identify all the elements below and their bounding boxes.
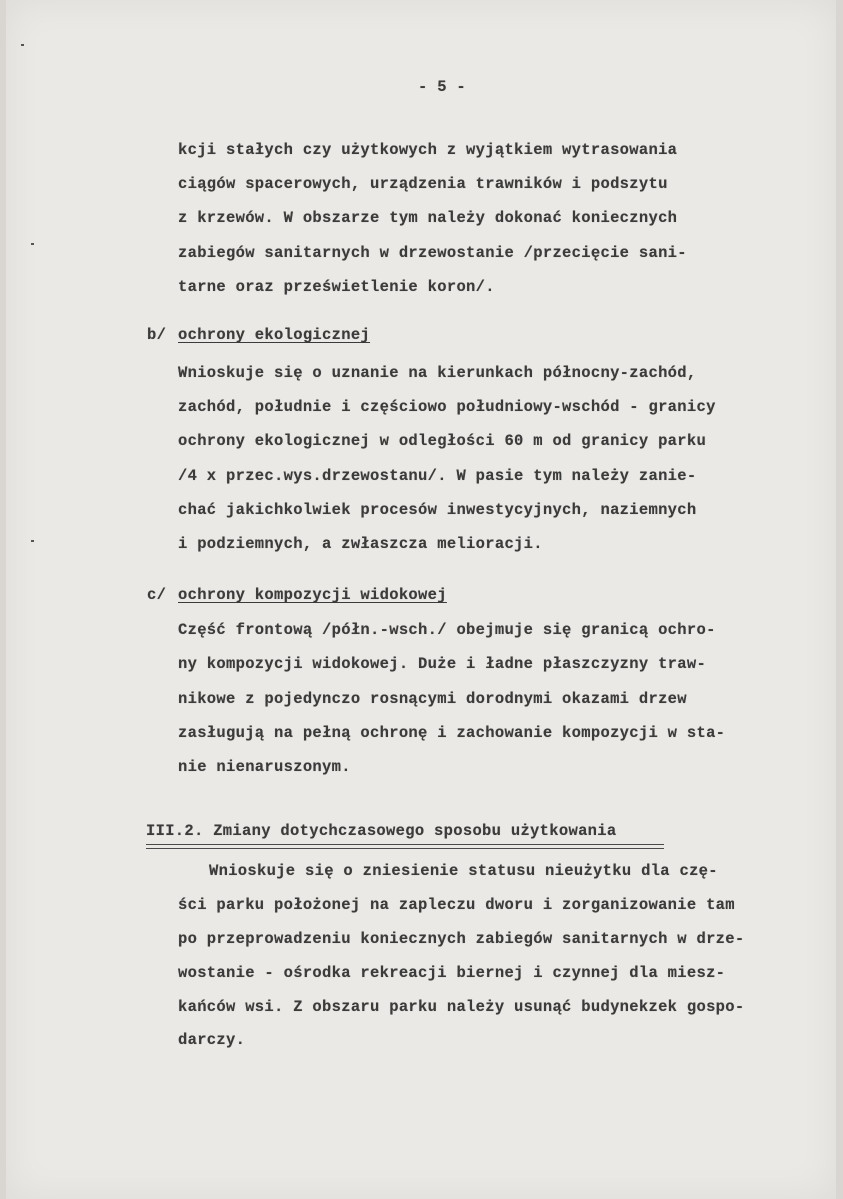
text-line: /4 x przec.wys.drzewostanu/. W pasie tym należy zanie- — [178, 467, 697, 485]
text-line: Wnioskuje się o uznanie na kierunkach północny-zachód, — [178, 364, 697, 382]
section-heading: ochrony ekologicznej — [178, 326, 371, 344]
text-line: ochrony ekologicznej w odległości 60 m od granicy parku — [178, 432, 707, 450]
text-line: wostanie - ośrodka rekreacji biernej i czynnej dla miesz- — [178, 964, 726, 982]
page-number: - 5 - — [418, 78, 467, 96]
text-line: kańców wsi. Z obszaru parku należy usunąć budynekzek gospo- — [178, 998, 745, 1016]
text-line: i podziemnych, a zwłaszcza melioracji. — [178, 535, 543, 553]
section-heading-block — [146, 822, 664, 852]
section-marker: c/ — [147, 586, 167, 604]
text-line: nie nienaruszonym. — [178, 758, 351, 776]
document-page — [6, 0, 836, 1199]
scan-mark — [21, 44, 24, 46]
scan-mark — [31, 540, 34, 542]
text-line: ny kompozycji widokowej. Duże i ładne płaszczyzny traw- — [178, 655, 707, 673]
section-marker: b/ — [147, 326, 167, 344]
text-line: z krzewów. W obszarze tym należy dokonać koniecznych — [178, 209, 678, 227]
scan-mark — [31, 243, 34, 245]
text-line: darczy. — [178, 1031, 246, 1049]
text-line: ciągów spacerowych, urządzenia trawników i podszytu — [178, 175, 668, 193]
text-line: ści parku położonej na zapleczu dworu i zorganizowanie tam — [178, 896, 735, 914]
text-line: kcji stałych czy użytkowych z wyjątkiem wytrasowania — [178, 141, 678, 159]
text-line: zachód, południe i częściowo południowy-wschód - granicy — [178, 398, 716, 416]
text-line: tarne oraz prześwietlenie koron/. — [178, 278, 495, 296]
text-line: zabiegów sanitarnych w drzewostanie /przecięcie sani- — [178, 244, 687, 262]
text-line: po przeprowadzeniu koniecznych zabiegów sanitarnych w drze- — [178, 930, 745, 948]
heading-underline — [146, 844, 664, 845]
text-line: chać jakichkolwiek procesów inwestycyjnych, naziemnych — [178, 501, 697, 519]
section-heading: ochrony kompozycji widokowej — [178, 586, 447, 604]
section-heading: III.2. Zmiany dotychczasowego sposobu użytkowania — [146, 822, 617, 840]
heading-underline — [146, 848, 664, 849]
text-line: Część frontową /półn.-wsch./ obejmuje się granicą ochro- — [178, 621, 716, 639]
text-line: nikowe z pojedynczo rosnącymi dorodnymi okazami drzew — [178, 690, 687, 708]
text-line: zasługują na pełną ochronę i zachowanie kompozycji w sta- — [178, 724, 726, 742]
text-line: Wnioskuje się o zniesienie statusu nieużytku dla czę- — [209, 862, 718, 880]
